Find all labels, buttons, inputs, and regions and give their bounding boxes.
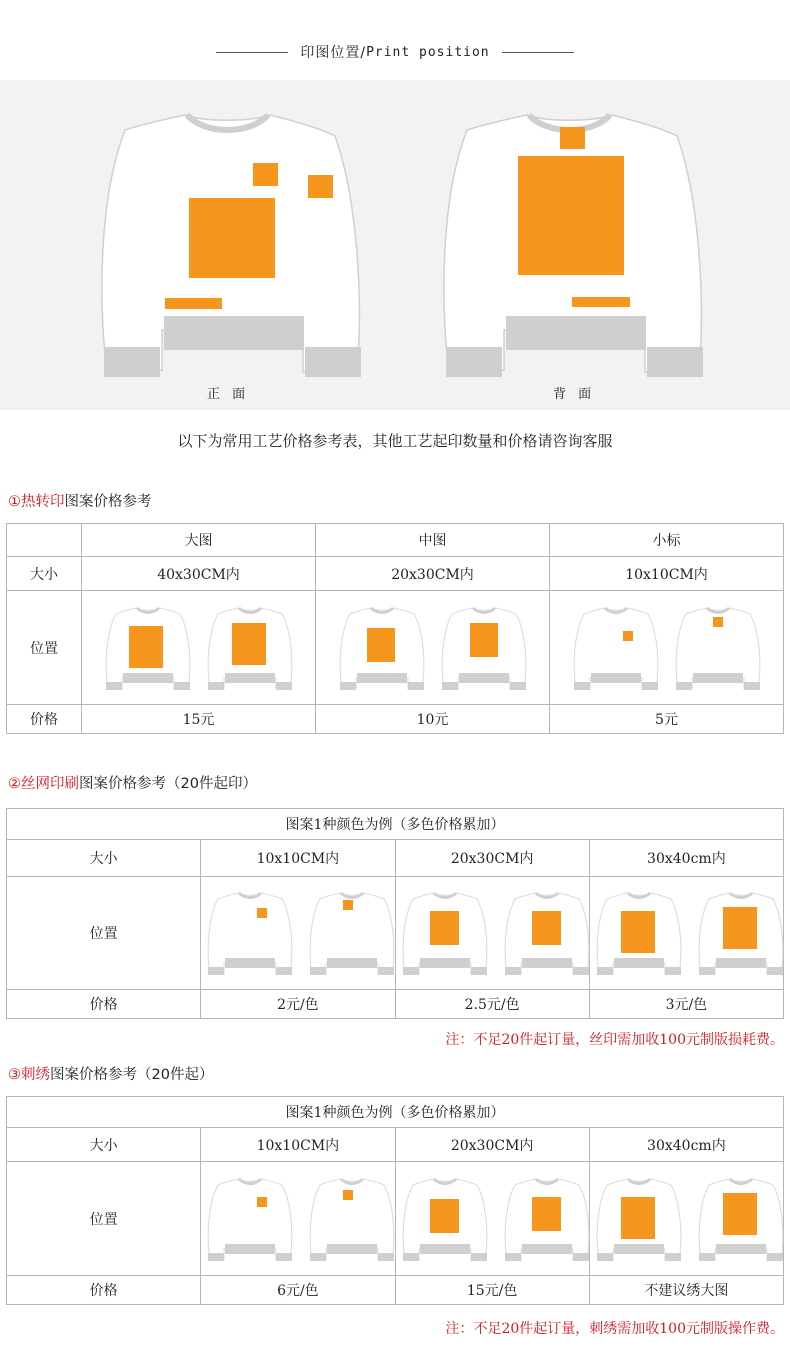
section-2-title-text: 图案价格参考（20件起印） xyxy=(79,776,257,792)
row-label-price: 价格 xyxy=(7,1276,201,1305)
print-mark xyxy=(621,1197,655,1239)
row-label-price: 价格 xyxy=(7,990,201,1019)
print-mark xyxy=(713,617,723,627)
print-mark xyxy=(430,911,459,945)
size-cell: 40x30CM内 xyxy=(82,557,316,591)
size-cell: 10x10CM内 xyxy=(550,557,784,591)
front-hem-print-mark xyxy=(165,298,222,309)
embroidery-price-table xyxy=(6,1096,784,1305)
position-figure xyxy=(316,591,550,705)
row-label-price: 价格 xyxy=(7,705,82,734)
section-3-marker: ③刺绣 xyxy=(8,1067,50,1083)
intro-text: 以下为常用工艺价格参考表，其他工艺起印数量和价格请咨询客服 xyxy=(177,432,613,450)
position-figure xyxy=(395,877,589,990)
print-mark xyxy=(257,908,267,918)
print-mark xyxy=(532,1197,561,1231)
price-cell: 2元/色 xyxy=(201,990,395,1019)
print-mark xyxy=(343,1190,353,1200)
back-hem-print-mark xyxy=(572,297,630,307)
divider-left xyxy=(216,52,288,53)
sweater-pair-icon xyxy=(333,602,533,694)
section-3-title-text: 图案价格参考（20件起） xyxy=(50,1067,214,1083)
table-row xyxy=(7,840,784,877)
print-mark xyxy=(430,1199,459,1233)
sweater-pair-icon xyxy=(201,1173,401,1265)
sweater-pair-icon xyxy=(590,1173,790,1265)
sweater-pair-icon xyxy=(201,887,401,979)
print-mark xyxy=(623,631,633,641)
section-1-title xyxy=(8,490,152,511)
column-header: 中图 xyxy=(316,524,550,557)
back-label: 背 面 xyxy=(553,387,596,402)
size-cell: 30x40cm内 xyxy=(589,1128,783,1162)
size-cell: 20x30CM内 xyxy=(395,1128,589,1162)
table-row xyxy=(7,1276,784,1305)
table-row xyxy=(7,809,784,840)
print-mark xyxy=(470,623,498,657)
row-label-size: 大小 xyxy=(7,1128,201,1162)
embroidery-note: 注：不足20件起订量，刺绣需加收100元制版操作费。 xyxy=(445,1321,784,1337)
row-label-size: 大小 xyxy=(7,557,82,591)
back-neck-print-mark xyxy=(560,127,585,149)
front-label: 正 面 xyxy=(207,387,250,402)
print-mark xyxy=(723,907,757,949)
column-header: 小标 xyxy=(550,524,784,557)
print-mark xyxy=(532,911,561,945)
section-1-title-text: 图案价格参考 xyxy=(64,494,152,510)
print-position-hero xyxy=(0,80,790,410)
table-subheader: 图案1种颜色为例（多色价格累加） xyxy=(7,809,784,840)
back-large-print-mark xyxy=(518,156,624,275)
size-cell: 20x30CM内 xyxy=(395,840,589,877)
print-mark xyxy=(343,900,353,910)
table-row xyxy=(7,557,784,591)
position-figure xyxy=(201,877,395,990)
position-figure xyxy=(82,591,316,705)
price-cell: 不建议绣大图 xyxy=(589,1276,783,1305)
price-cell: 3元/色 xyxy=(589,990,783,1019)
heading-cn: 印图位置/ xyxy=(300,45,367,61)
sweater-pair-icon xyxy=(99,602,299,694)
print-mark xyxy=(723,1193,757,1235)
print-mark xyxy=(367,628,395,662)
print-mark xyxy=(621,911,655,953)
size-cell: 10x10CM内 xyxy=(201,840,395,877)
table-row xyxy=(7,1128,784,1162)
table-row xyxy=(7,877,784,990)
table-row xyxy=(7,705,784,734)
section-3-title xyxy=(8,1063,213,1084)
row-label-position: 位置 xyxy=(7,591,82,705)
front-sleeve-print-mark xyxy=(308,175,333,198)
price-cell: 15元 xyxy=(82,705,316,734)
position-figure xyxy=(550,591,784,705)
screen-print-note: 注：不足20件起订量，丝印需加收100元制版损耗费。 xyxy=(445,1032,784,1048)
table-row xyxy=(7,524,784,557)
hero-illustration xyxy=(0,80,790,410)
front-chest-print-mark xyxy=(253,163,278,186)
print-mark xyxy=(257,1197,267,1207)
table-row xyxy=(7,591,784,705)
section-heading xyxy=(0,40,790,64)
row-label-position: 位置 xyxy=(7,877,201,990)
position-figure xyxy=(201,1162,395,1276)
sweater-pair-icon xyxy=(590,887,790,979)
position-figure xyxy=(589,1162,783,1276)
section-2-marker: ②丝网印刷 xyxy=(8,776,79,792)
price-cell: 10元 xyxy=(316,705,550,734)
sweater-pair-icon xyxy=(396,1173,596,1265)
heading-en: Print position xyxy=(366,44,490,60)
front-large-print-mark xyxy=(189,198,275,278)
sweater-pair-icon xyxy=(567,602,767,694)
price-cell: 5元 xyxy=(550,705,784,734)
screen-print-price-table xyxy=(6,808,784,1019)
sweater-pair-icon xyxy=(396,887,596,979)
heat-transfer-price-table xyxy=(6,523,784,734)
table-row xyxy=(7,1162,784,1276)
column-header: 大图 xyxy=(82,524,316,557)
price-cell: 15元/色 xyxy=(395,1276,589,1305)
position-figure xyxy=(395,1162,589,1276)
position-figure xyxy=(589,877,783,990)
divider-right xyxy=(502,52,574,53)
print-mark xyxy=(232,623,266,665)
print-mark xyxy=(129,626,163,668)
table-row xyxy=(7,1097,784,1128)
table-subheader: 图案1种颜色为例（多色价格累加） xyxy=(7,1097,784,1128)
table-row xyxy=(7,990,784,1019)
section-1-marker: ①热转印 xyxy=(8,494,65,510)
price-cell: 6元/色 xyxy=(201,1276,395,1305)
size-cell: 10x10CM内 xyxy=(201,1128,395,1162)
price-cell: 2.5元/色 xyxy=(395,990,589,1019)
size-cell: 30x40cm内 xyxy=(589,840,783,877)
section-2-title xyxy=(8,772,257,793)
size-cell: 20x30CM内 xyxy=(316,557,550,591)
row-label-size: 大小 xyxy=(7,840,201,877)
row-label-position: 位置 xyxy=(7,1162,201,1276)
